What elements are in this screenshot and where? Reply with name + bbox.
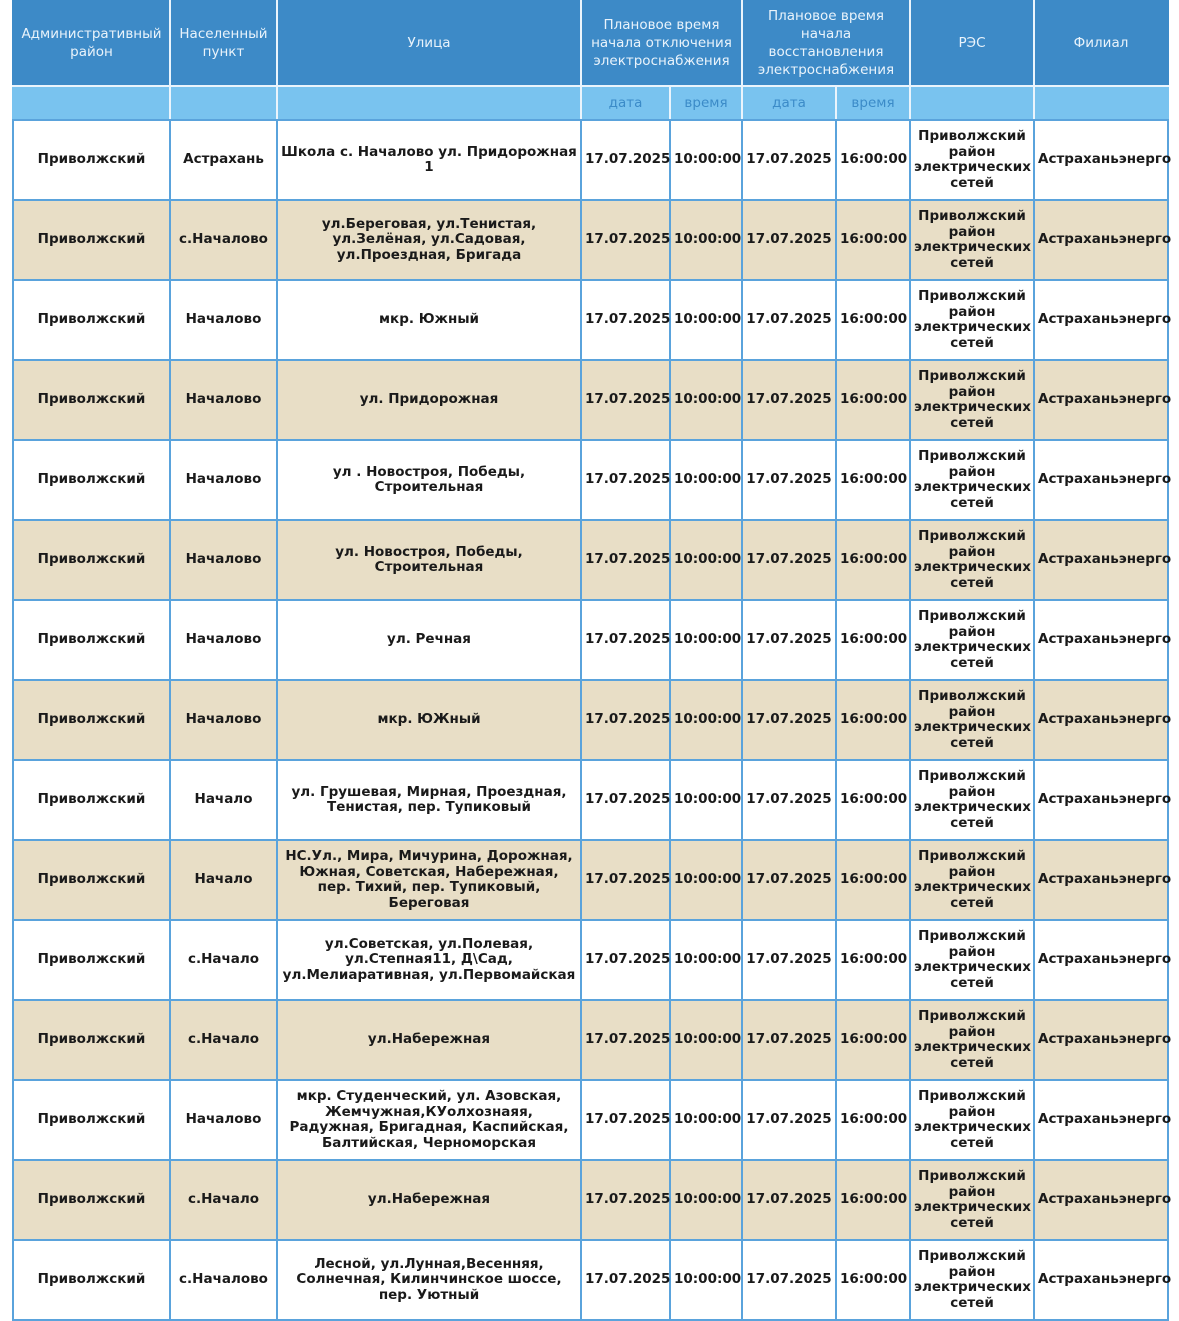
cell-outage-time: 10:00:00 — [670, 200, 742, 280]
cell-res: Приволжский район электрических сетей — [910, 360, 1034, 440]
cell-outage-time: 10:00:00 — [670, 120, 742, 200]
cell-settlement: с.Начало — [170, 920, 277, 1000]
subheader-empty — [277, 86, 581, 120]
cell-settlement: Началово — [170, 360, 277, 440]
cell-res: Приволжский район электрических сетей — [910, 440, 1034, 520]
cell-street: ул. Придорожная — [277, 360, 581, 440]
cell-branch: Астраханьэнерго — [1034, 200, 1168, 280]
table-row — [13, 1160, 1168, 1240]
cell-res: Приволжский район электрических сетей — [910, 920, 1034, 1000]
cell-res: Приволжский район электрических сетей — [910, 200, 1034, 280]
cell-res: Приволжский район электрических сетей — [910, 1240, 1034, 1320]
cell-outage-date: 17.07.2025 — [581, 1240, 670, 1320]
cell-outage-date: 17.07.2025 — [581, 360, 670, 440]
subheader-restore-time: время — [836, 86, 910, 120]
cell-restore-date: 17.07.2025 — [742, 600, 836, 680]
cell-branch: Астраханьэнерго — [1034, 440, 1168, 520]
table-row — [13, 360, 1168, 440]
cell-street: мкр. Южный — [277, 280, 581, 360]
cell-res: Приволжский район электрических сетей — [910, 680, 1034, 760]
header-row — [13, 0, 1168, 86]
cell-restore-time: 16:00:00 — [836, 120, 910, 200]
cell-outage-date: 17.07.2025 — [581, 1080, 670, 1160]
cell-district: Приволжский — [13, 840, 170, 920]
cell-restore-time: 16:00:00 — [836, 760, 910, 840]
cell-outage-date: 17.07.2025 — [581, 280, 670, 360]
cell-outage-date: 17.07.2025 — [581, 1000, 670, 1080]
cell-district: Приволжский — [13, 600, 170, 680]
header-restore-start: Плановое время начала восстановления электроснабжения — [742, 0, 910, 86]
cell-restore-date: 17.07.2025 — [742, 1000, 836, 1080]
cell-restore-time: 16:00:00 — [836, 1080, 910, 1160]
cell-restore-time: 16:00:00 — [836, 360, 910, 440]
cell-branch: Астраханьэнерго — [1034, 840, 1168, 920]
cell-restore-date: 17.07.2025 — [742, 440, 836, 520]
outage-schedule-table — [12, 0, 1172, 1321]
cell-restore-date: 17.07.2025 — [742, 840, 836, 920]
cell-res: Приволжский район электрических сетей — [910, 840, 1034, 920]
cell-district: Приволжский — [13, 520, 170, 600]
cell-street: ул.Набережная — [277, 1000, 581, 1080]
cell-settlement: Астрахань — [170, 120, 277, 200]
cell-restore-time: 16:00:00 — [836, 1160, 910, 1240]
cell-district: Приволжский — [13, 280, 170, 360]
cell-res: Приволжский район электрических сетей — [910, 120, 1034, 200]
cell-outage-date: 17.07.2025 — [581, 120, 670, 200]
cell-restore-time: 16:00:00 — [836, 840, 910, 920]
cell-settlement: с.Начало — [170, 1000, 277, 1080]
subheader-empty — [170, 86, 277, 120]
cell-street: ул . Новостроя, Победы, Строительная — [277, 440, 581, 520]
cell-restore-date: 17.07.2025 — [742, 760, 836, 840]
table-row — [13, 280, 1168, 360]
cell-outage-date: 17.07.2025 — [581, 760, 670, 840]
cell-district: Приволжский — [13, 120, 170, 200]
cell-street: ул. Грушевая, Мирная, Проездная, Тенистая, пер. Тупиковый — [277, 760, 581, 840]
cell-restore-date: 17.07.2025 — [742, 1080, 836, 1160]
cell-restore-time: 16:00:00 — [836, 600, 910, 680]
cell-branch: Астраханьэнерго — [1034, 120, 1168, 200]
cell-district: Приволжский — [13, 920, 170, 1000]
header-street: Улица — [277, 0, 581, 86]
cell-restore-date: 17.07.2025 — [742, 1160, 836, 1240]
cell-outage-time: 10:00:00 — [670, 360, 742, 440]
cell-street: Лесной, ул.Лунная,Весенняя, Солнечная, Килинчинское шоссе, пер. Уютный — [277, 1240, 581, 1320]
cell-branch: Астраханьэнерго — [1034, 1080, 1168, 1160]
cell-district: Приволжский — [13, 1240, 170, 1320]
table-row — [13, 520, 1168, 600]
cell-branch: Астраханьэнерго — [1034, 360, 1168, 440]
cell-street: ул.Советская, ул.Полевая, ул.Степная11, Д\Сад, ул.Мелиаративная, ул.Первомайская — [277, 920, 581, 1000]
cell-branch: Астраханьэнерго — [1034, 1000, 1168, 1080]
cell-outage-time: 10:00:00 — [670, 520, 742, 600]
subheader-restore-date: дата — [742, 86, 836, 120]
cell-settlement: Началово — [170, 520, 277, 600]
table-row — [13, 840, 1168, 920]
table-body — [13, 120, 1172, 1320]
cell-street: мкр. ЮЖный — [277, 680, 581, 760]
cell-res: Приволжский район электрических сетей — [910, 1080, 1034, 1160]
cell-district: Приволжский — [13, 760, 170, 840]
cell-restore-date: 17.07.2025 — [742, 360, 836, 440]
cell-settlement: Начало — [170, 760, 277, 840]
cell-district: Приволжский — [13, 680, 170, 760]
cell-district: Приволжский — [13, 200, 170, 280]
cell-res: Приволжский район электрических сетей — [910, 520, 1034, 600]
cell-outage-time: 10:00:00 — [670, 1080, 742, 1160]
cell-branch: Астраханьэнерго — [1034, 760, 1168, 840]
table-row — [13, 1240, 1168, 1320]
cell-restore-time: 16:00:00 — [836, 920, 910, 1000]
table-row — [13, 120, 1168, 200]
cell-restore-date: 17.07.2025 — [742, 200, 836, 280]
table-header — [13, 0, 1168, 120]
cell-restore-time: 16:00:00 — [836, 1000, 910, 1080]
cell-settlement: с.Началово — [170, 1240, 277, 1320]
cell-restore-date: 17.07.2025 — [742, 520, 836, 600]
cell-street: НС.Ул., Мира, Мичурина, Дорожная, Южная, Советская, Набережная, пер. Тихий, пер. Тупиковый, Береговая — [277, 840, 581, 920]
subheader-row — [13, 86, 1168, 120]
table-row — [13, 440, 1168, 520]
cell-restore-time: 16:00:00 — [836, 1240, 910, 1320]
cell-restore-date: 17.07.2025 — [742, 120, 836, 200]
cell-settlement: с.Начало — [170, 1160, 277, 1240]
cell-outage-time: 10:00:00 — [670, 1240, 742, 1320]
header-outage-start: Плановое время начала отключения электроснабжения — [581, 0, 742, 86]
cell-settlement: Началово — [170, 280, 277, 360]
cell-branch: Астраханьэнерго — [1034, 680, 1168, 760]
cell-outage-date: 17.07.2025 — [581, 520, 670, 600]
cell-res: Приволжский район электрических сетей — [910, 760, 1034, 840]
header-branch: Филиал — [1034, 0, 1168, 86]
table-row — [13, 920, 1168, 1000]
subheader-outage-time: время — [670, 86, 742, 120]
cell-branch: Астраханьэнерго — [1034, 520, 1168, 600]
cell-outage-date: 17.07.2025 — [581, 1160, 670, 1240]
cell-street: мкр. Студенческий, ул. Азовская, Жемчужная,КУолхознаяя, Радужная, Бригадная, Каспийская, Балтийская, Черноморская — [277, 1080, 581, 1160]
cell-street: Школа с. Началово ул. Придорожная 1 — [277, 120, 581, 200]
cell-outage-date: 17.07.2025 — [581, 440, 670, 520]
cell-settlement: Началово — [170, 1080, 277, 1160]
cell-outage-time: 10:00:00 — [670, 920, 742, 1000]
cell-restore-time: 16:00:00 — [836, 280, 910, 360]
table-row — [13, 1000, 1168, 1080]
cell-outage-time: 10:00:00 — [670, 1160, 742, 1240]
cell-outage-date: 17.07.2025 — [581, 200, 670, 280]
cell-district: Приволжский — [13, 1160, 170, 1240]
cell-outage-time: 10:00:00 — [670, 1000, 742, 1080]
subheader-empty — [1034, 86, 1168, 120]
cell-street: ул.Набережная — [277, 1160, 581, 1240]
cell-settlement: Началово — [170, 680, 277, 760]
cell-district: Приволжский — [13, 1000, 170, 1080]
table-row — [13, 680, 1168, 760]
subheader-outage-date: дата — [581, 86, 670, 120]
header-settlement: Населенный пункт — [170, 0, 277, 86]
cell-settlement: Началово — [170, 600, 277, 680]
cell-district: Приволжский — [13, 1080, 170, 1160]
cell-outage-time: 10:00:00 — [670, 680, 742, 760]
cell-outage-time: 10:00:00 — [670, 760, 742, 840]
cell-restore-time: 16:00:00 — [836, 440, 910, 520]
cell-restore-date: 17.07.2025 — [742, 1240, 836, 1320]
cell-branch: Астраханьэнерго — [1034, 280, 1168, 360]
cell-street: ул. Речная — [277, 600, 581, 680]
cell-street: ул.Береговая, ул.Тенистая, ул.Зелёная, ул.Садовая, ул.Проездная, Бригада — [277, 200, 581, 280]
cell-branch: Астраханьэнерго — [1034, 1160, 1168, 1240]
table-row — [13, 600, 1168, 680]
header-res: РЭС — [910, 0, 1034, 86]
cell-restore-date: 17.07.2025 — [742, 920, 836, 1000]
cell-restore-date: 17.07.2025 — [742, 280, 836, 360]
cell-outage-time: 10:00:00 — [670, 280, 742, 360]
cell-res: Приволжский район электрических сетей — [910, 280, 1034, 360]
cell-res: Приволжский район электрических сетей — [910, 600, 1034, 680]
cell-outage-date: 17.07.2025 — [581, 840, 670, 920]
cell-outage-date: 17.07.2025 — [581, 600, 670, 680]
cell-res: Приволжский район электрических сетей — [910, 1160, 1034, 1240]
cell-outage-date: 17.07.2025 — [581, 680, 670, 760]
cell-restore-time: 16:00:00 — [836, 520, 910, 600]
cell-res: Приволжский район электрических сетей — [910, 1000, 1034, 1080]
table-row — [13, 1080, 1168, 1160]
subheader-empty — [910, 86, 1034, 120]
cell-outage-time: 10:00:00 — [670, 840, 742, 920]
cell-branch: Астраханьэнерго — [1034, 1240, 1168, 1320]
header-district: Административный район — [13, 0, 170, 86]
table-row — [13, 760, 1168, 840]
cell-outage-time: 10:00:00 — [670, 440, 742, 520]
cell-restore-date: 17.07.2025 — [742, 680, 836, 760]
cell-outage-time: 10:00:00 — [670, 600, 742, 680]
subheader-empty — [13, 86, 170, 120]
cell-restore-time: 16:00:00 — [836, 680, 910, 760]
table-row — [13, 200, 1168, 280]
cell-settlement: с.Началово — [170, 200, 277, 280]
cell-settlement: Начало — [170, 840, 277, 920]
cell-street: ул. Новостроя, Победы, Строительная — [277, 520, 581, 600]
cell-restore-time: 16:00:00 — [836, 200, 910, 280]
cell-branch: Астраханьэнерго — [1034, 920, 1168, 1000]
cell-branch: Астраханьэнерго — [1034, 600, 1168, 680]
cell-district: Приволжский — [13, 440, 170, 520]
cell-outage-date: 17.07.2025 — [581, 920, 670, 1000]
cell-district: Приволжский — [13, 360, 170, 440]
cell-settlement: Началово — [170, 440, 277, 520]
